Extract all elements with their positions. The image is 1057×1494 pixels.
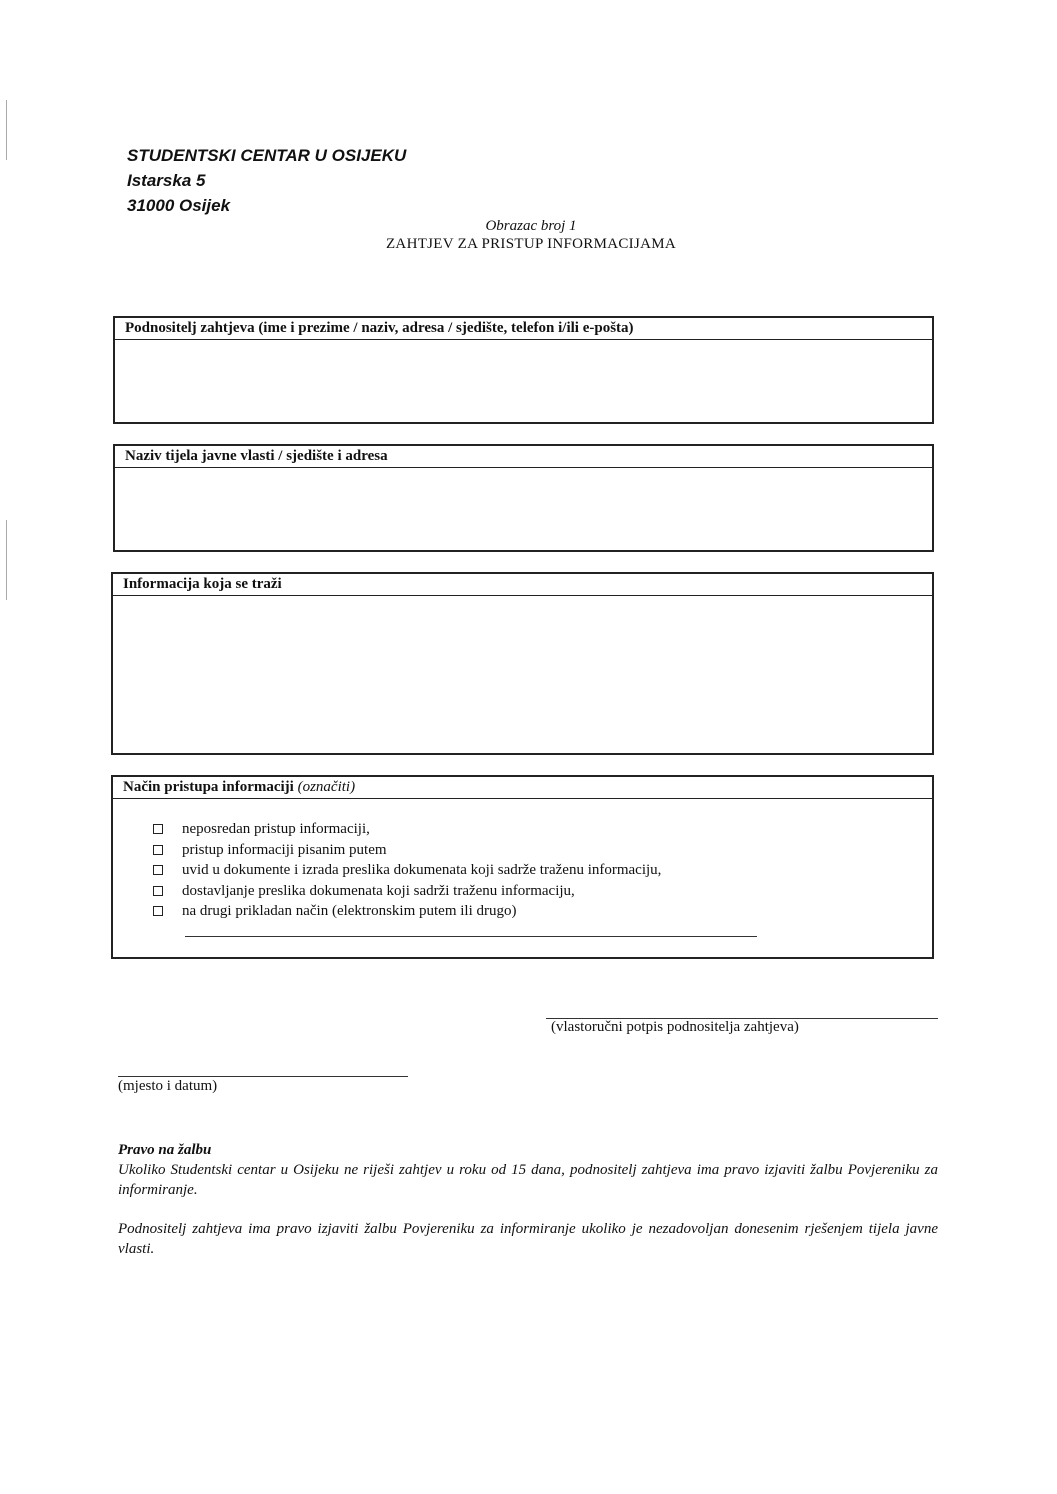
scan-margin-mark [6,100,7,160]
access-option[interactable] [153,819,661,840]
scan-margin-mark [6,520,7,600]
access-method-hint: (označiti) [297,779,356,795]
access-option-label: pristup informaciji pisanim putem [182,841,387,858]
appeal-paragraph: Ukoliko Studentski centar u Osijeku ne riješi zahtjev u roku od 15 dana, podnositelj zahtjeva ima pravo izjaviti žalbu Povjereniku za informiranje. [118,1162,938,1198]
authority-section-title: Naziv tijela javne vlasti / sjedište i adresa [115,446,932,468]
organization-name: STUDENTSKI CENTAR U OSIJEKU [127,146,407,165]
information-section [111,572,934,755]
appeal-title: Pravo na žalbu [118,1142,212,1158]
access-option-checkbox[interactable] [153,845,163,855]
access-method-label: Način pristupa informaciji [123,779,294,795]
applicant-section-title: Podnositelj zahtjeva (ime i prezime / naziv, adresa / sjedište, telefon i/ili e-pošta) [115,318,932,340]
applicant-section [113,316,934,424]
information-input-area[interactable] [113,596,932,754]
access-option-label: uvid u dokumente i izrada preslika dokumenata koji sadrže traženu informaciju, [182,862,662,878]
access-option-checkbox[interactable] [153,886,163,896]
organization-header [127,143,406,218]
other-method-input-line[interactable] [185,936,757,937]
authority-input-area[interactable] [115,468,932,552]
form-title: ZAHTJEV ZA PRISTUP INFORMACIJAMA [385,236,677,252]
access-option-label: na drugi prikladan način (elektronskim putem ili drugo) [182,903,517,919]
access-option-checkbox[interactable] [153,906,163,916]
applicant-input-area[interactable] [115,340,932,424]
signature-label: (vlastoručni potpis podnositelja zahtjeva) [551,1019,799,1035]
access-option[interactable] [153,860,661,881]
appeal-paragraph: Podnositelj zahtjeva ima pravo izjaviti žalbu Povjereniku za informiranje ukoliko je nezadovoljan donesenim rješenjem tijela javne vlasti. [118,1221,938,1257]
organization-city: 31000 Osijek [127,196,231,215]
access-option-checkbox[interactable] [153,824,163,834]
access-method-section-title [113,777,932,799]
access-option[interactable] [153,881,661,902]
access-option-label: dostavljanje preslika dokumenata koji sadrži traženu informaciju, [182,882,575,899]
place-date-line[interactable] [118,1076,408,1077]
appeal-section-2 [118,1219,938,1259]
authority-section [113,444,934,552]
place-date-label: (mjesto i datum) [118,1078,218,1094]
information-section-title: Informacija koja se traži [113,574,932,596]
access-option-checkbox[interactable] [153,865,163,875]
access-option-label: neposredan pristup informaciji, [182,821,370,837]
form-number: Obrazac broj 1 [485,218,577,234]
access-option[interactable] [153,840,661,861]
access-method-options [113,799,932,959]
access-method-section [111,775,934,959]
access-option[interactable] [153,901,661,922]
appeal-section [118,1140,938,1200]
organization-street: Istarska 5 [127,171,206,190]
